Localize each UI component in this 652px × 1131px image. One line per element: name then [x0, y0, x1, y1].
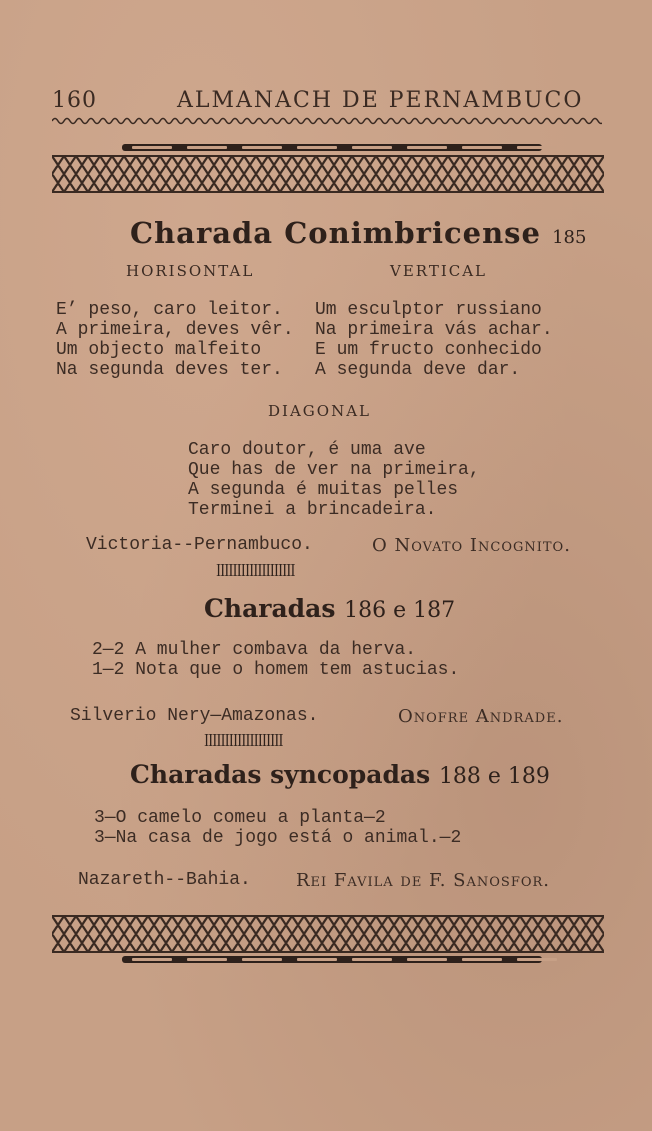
- section-numbers-186: 186 e 187: [344, 598, 456, 623]
- diagonal-verse: [188, 440, 480, 520]
- verse-line: 1—2 Nota que o homem tem astucias.: [92, 660, 460, 680]
- verse-line: Que has de ver na primeira,: [188, 460, 480, 480]
- verse-line: E um fructo conhecido: [315, 340, 542, 360]
- section-title-185: Charada Conimbricense 185: [130, 216, 587, 250]
- ornament-rule: ꟾꟾꟾꟾꟾꟾꟾꟾꟾꟾꟾꟾꟾꟾꟾꟾꟾꟾꟾ: [204, 735, 283, 750]
- credit-left-186: Silverio Nery—Amazonas.: [70, 706, 319, 726]
- bottom-ornament-border: [52, 912, 604, 968]
- verse-line: 3—Na casa de jogo está o animal.—2: [94, 828, 462, 848]
- section-number-185: 185: [552, 227, 587, 248]
- credit-right-188: Rei Favila de F. Sanosfor.: [296, 870, 551, 891]
- credit-left-188: Nazareth--Bahia.: [78, 870, 251, 890]
- charadas-188-verse: [94, 808, 461, 848]
- top-ornament-border: [52, 140, 604, 196]
- verse-line: Um esculptor russiano: [315, 300, 542, 320]
- verse-line: Terminei a brincadeira.: [188, 500, 437, 520]
- verse-line: A primeira, deves vêr.: [56, 320, 294, 340]
- running-title: ALMANACH DE PERNAMBUCO: [177, 88, 584, 113]
- diagonal-label: DIAGONAL: [268, 402, 371, 420]
- wavy-rule: [52, 114, 602, 128]
- section-numbers-188: 188 e 189: [438, 764, 550, 789]
- verse-line: E’ peso, caro leitor.: [56, 300, 283, 320]
- vertical-verse: [315, 300, 553, 380]
- horizontal-label: HORISONTAL: [126, 262, 255, 280]
- verse-line: Um objecto malfeito: [56, 340, 262, 360]
- page-number: 160: [52, 88, 97, 113]
- credit-right-186: Onofre Andrade.: [398, 706, 564, 727]
- verse-line: A segunda é muitas pelles: [188, 480, 459, 500]
- vertical-label: VERTICAL: [390, 262, 488, 280]
- charadas-186-verse: [92, 640, 459, 680]
- ornament-rule: ꟾꟾꟾꟾꟾꟾꟾꟾꟾꟾꟾꟾꟾꟾꟾꟾꟾꟾꟾ: [216, 565, 295, 580]
- verse-line: Caro doutor, é uma ave: [188, 440, 426, 460]
- credit-right-185: O Novato Incognito.: [372, 535, 571, 556]
- verse-line: 3—O camelo comeu a planta—2: [94, 808, 386, 828]
- verse-line: A segunda deve dar.: [315, 360, 521, 380]
- verse-line: Na primeira vás achar.: [315, 320, 553, 340]
- verse-line: 2—2 A mulher combava da herva.: [92, 640, 417, 660]
- section-title-188: Charadas syncopadas 188 e 189: [130, 760, 550, 789]
- section-title-186: Charadas 186 e 187: [204, 594, 456, 623]
- credit-left-185: Victoria--Pernambuco.: [86, 535, 313, 555]
- verse-line: Na segunda deves ter.: [56, 360, 283, 380]
- horizontal-verse: [56, 300, 294, 380]
